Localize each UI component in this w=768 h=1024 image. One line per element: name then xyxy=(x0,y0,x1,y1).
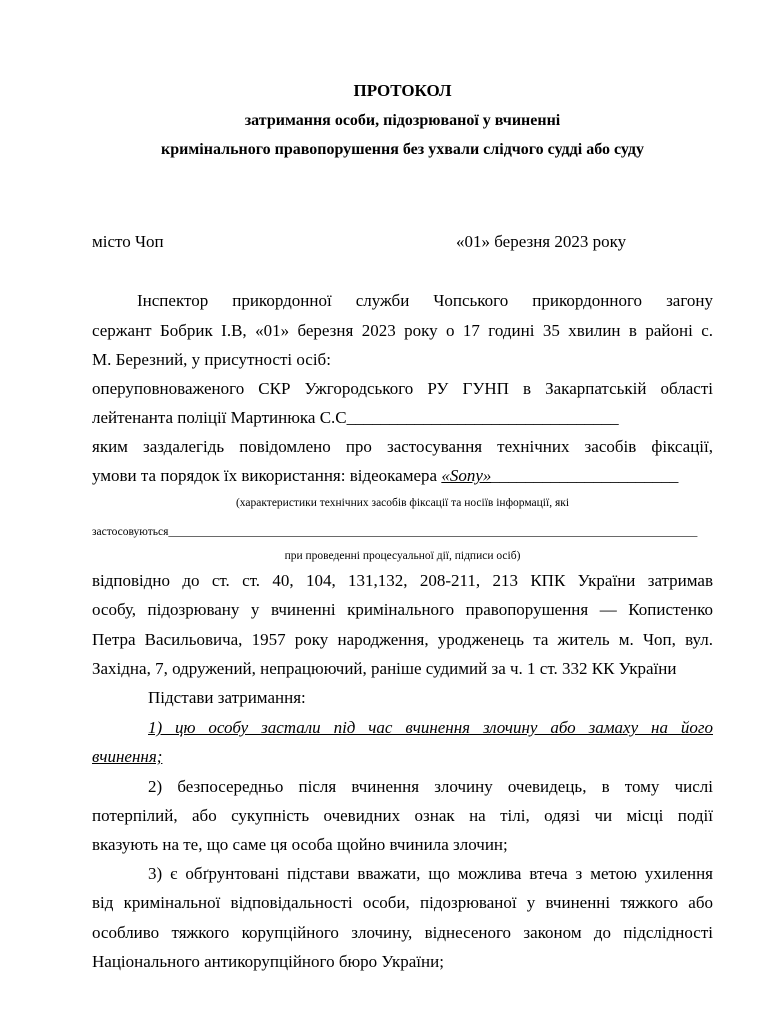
ground-2-line: 2) безпосередньо після вчинення злочину очевидець, в тому числі xyxy=(148,777,713,796)
document-title: ПРОТОКОЛ xyxy=(353,81,452,100)
ground-3-line: від кримінальної відповідальності особи, підозрюваної у вчиненні тяжкого або xyxy=(92,893,713,912)
paragraph-line: Петра Васильовича, 1957 року народження, уродженець та житель м. Чоп, вул. xyxy=(92,630,713,649)
document-page xyxy=(92,0,713,1024)
ground-2-line: потерпілий, або сукупність очевидних ознак на тілі, одязі чи місці події xyxy=(92,806,713,825)
ground-2-line: вказують на те, що саме ця особа щойно вчинила злочин; xyxy=(92,835,508,854)
footnote-line: застосовуються____________________________________________________________________________________________ xyxy=(92,526,698,538)
footnote-line: (характеристики технічних засобів фіксації та носіїв інформації, які xyxy=(235,497,570,509)
place: місто Чоп xyxy=(92,232,164,251)
paragraph-line: Інспектор прикордонної служби Чопського прикордонного загону xyxy=(137,291,713,310)
grounds-heading: Підстави затримання: xyxy=(148,688,306,707)
paragraph-line: Західна, 7, одружений, непрацюючий, раніше судимий за ч. 1 ст. 332 КК України xyxy=(92,659,677,678)
paragraph-line: оперуповноваженого СКР Ужгородського РУ ГУНП в Закарпатській області xyxy=(92,379,713,398)
ground-1-line: 1) цю особу застали під час вчинення злочину або замаху на його xyxy=(148,718,713,737)
paragraph-line: яким заздалегідь повідомлено про застосування технічних засобів фіксації, xyxy=(92,437,713,456)
document-subtitle-line-1: затримання особи, підозрюваної у вчиненні xyxy=(244,112,561,129)
paragraph-line: відповідно до ст. ст. 40, 104, 131,132, 208-211, 213 КПК України затримав xyxy=(92,571,713,590)
paragraph-line: сержант Бобрик І.В, «01» березня 2023 року о 17 годині 35 хвилин в районі с. xyxy=(92,321,713,340)
ground-3-line: 3) є обґрунтовані підстави вважати, що можлива втеча з метою ухилення xyxy=(148,864,713,883)
device-suffix: ______________________ xyxy=(491,466,679,485)
ground-3-line: особливо тяжкого корупційного злочину, віднесеного законом до підслідності xyxy=(92,923,713,942)
paragraph-line: М. Березний, у присутності осіб: xyxy=(92,350,331,369)
paragraph-line: лейтенанта поліції Мартинюка С.С________________________________ xyxy=(92,408,619,427)
ground-3-line: Національного антикорупційного бюро України; xyxy=(92,952,444,971)
footnote-line: при проведенні процесуальної дії, підписи осіб) xyxy=(284,550,521,562)
ground-1-line: вчинення; xyxy=(92,747,163,766)
device-prefix: умови та порядок їх використання: відеокамера xyxy=(92,466,442,485)
date: «01» березня 2023 року xyxy=(456,232,627,251)
device-name: «Sony» xyxy=(441,466,492,485)
document-subtitle-line-2: кримінального правопорушення без ухвали слідчого судді або суду xyxy=(161,141,644,158)
paragraph-line xyxy=(92,465,713,487)
paragraph-line: особу, підозрювану у вчиненні кримінального правопорушення — Копистенко xyxy=(92,600,713,619)
